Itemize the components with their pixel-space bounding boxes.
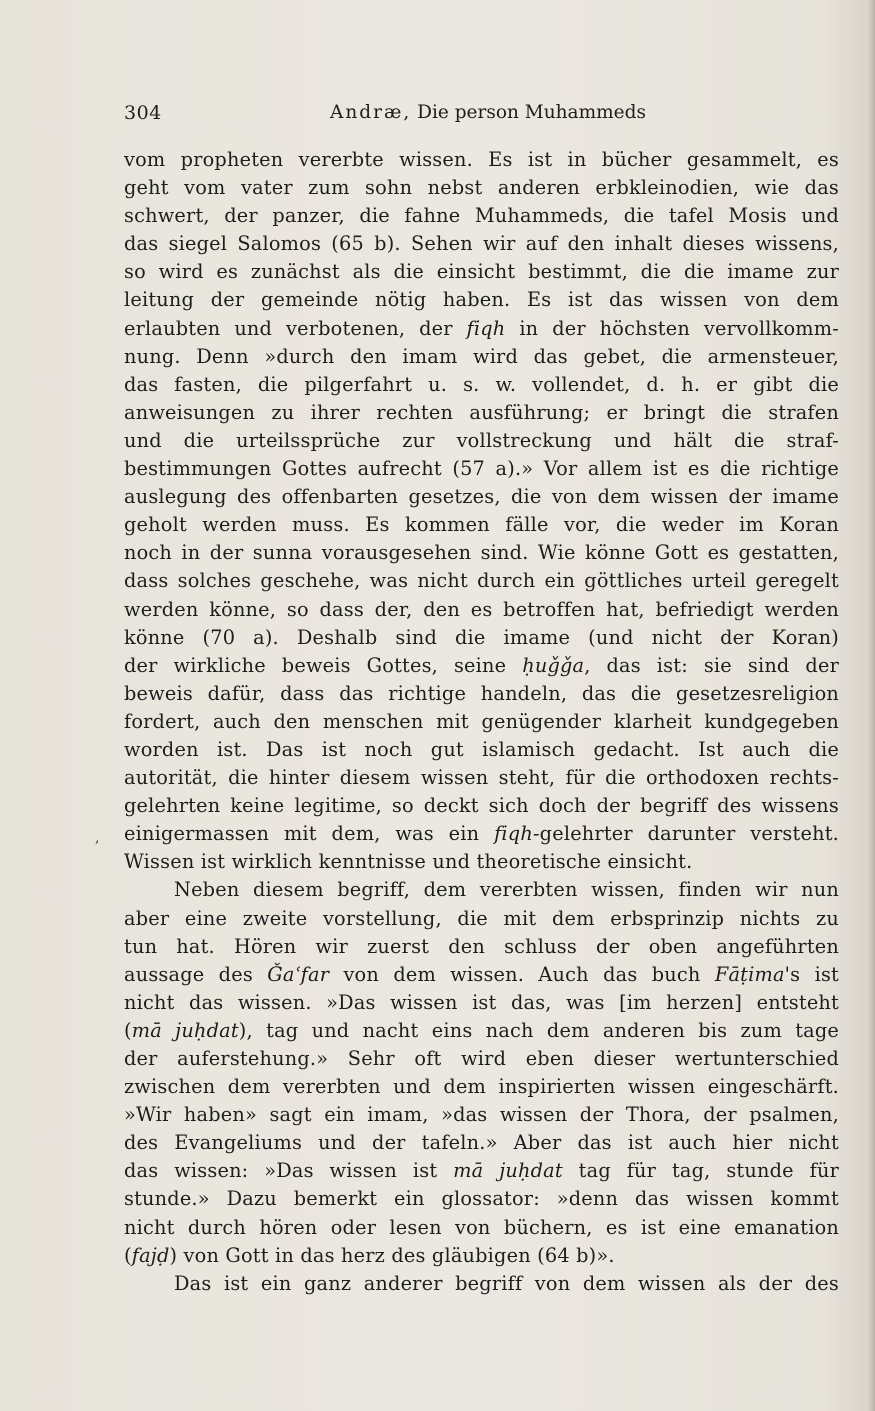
- italic-term: fiqh: [466, 316, 506, 340]
- text-line: beweis dafür, dass das richtige handeln, das die gesetzesreligion: [124, 681, 839, 705]
- text-line: noch in der sunna vorausgesehen sind. Wie könne Gott es gestatten,: [124, 541, 839, 565]
- text-line: [124, 1017, 839, 1045]
- italic-term: fiqh: [494, 822, 533, 846]
- text-span: ), tag und nacht eins nach dem anderen bis zum tage: [238, 1018, 840, 1042]
- text-line: werden könne, so dass der, den es betroffen hat, befriedigt werden: [124, 597, 839, 621]
- page-edge-shadow: [869, 0, 875, 1411]
- text-line: stunde.» Dazu bemerkt ein glossator: »denn das wissen kommt: [124, 1187, 839, 1211]
- margin-mark: ,: [95, 830, 100, 846]
- text-line: aber eine zweite vorstellung, die mit dem erbsprinzip nichts zu: [124, 906, 839, 930]
- text-line: der auferstehung.» Sehr oft wird eben dieser wertunterschied: [124, 1047, 839, 1070]
- text-span: tag für tag, stunde für: [562, 1159, 839, 1183]
- text-span: einigermassen mit dem, was ein: [124, 822, 495, 846]
- text-line: auslegung des offenbarten gesetzes, die von dem wissen der imame: [124, 485, 839, 509]
- running-head: [330, 102, 646, 123]
- body-text: [124, 146, 839, 1298]
- text-span: in der höchsten vervollkomm-: [505, 316, 839, 340]
- text-line: gelehrten keine legitime, so deckt sich doch der begriff des wissens: [124, 794, 839, 818]
- text-line: »Wir haben» sagt ein imam, »das wissen der Thora, der psalmen,: [124, 1103, 839, 1127]
- text-line: [124, 1242, 839, 1270]
- text-span: 's ist: [784, 962, 839, 986]
- text-line: tun hat. Hören wir zuerst den schluss der oben angeführten: [124, 934, 839, 958]
- text-span: aussage des: [124, 962, 268, 986]
- text-line: schwert, der panzer, die fahne Muhammeds, die tafel Mosis und: [124, 204, 839, 228]
- text-line: [124, 961, 839, 989]
- text-line: autorität, die hinter diesem wissen steht, für die orthodoxen rechts-: [124, 766, 839, 790]
- text-line: Wissen ist wirklich kenntnisse und theoretische einsicht.: [124, 850, 693, 874]
- text-line: vom propheten vererbte wissen. Es ist in bücher gesammelt, es: [124, 148, 839, 171]
- text-span: , das ist: sie sind der: [584, 653, 839, 677]
- text-span: von dem wissen. Auch das buch: [329, 962, 715, 986]
- text-line: anweisungen zu ihrer rechten ausführung; er bringt die strafen: [124, 400, 839, 424]
- text-line: [124, 820, 839, 848]
- text-span: das wissen: »Das wissen ist: [124, 1159, 454, 1183]
- text-span: der wirkliche beweis Gottes, seine: [124, 653, 523, 677]
- text-line: dass solches geschehe, was nicht durch ein göttliches urteil geregelt: [124, 569, 839, 593]
- text-line: bestimmungen Gottes aufrecht (57 a).» Vor allem ist es die richtige: [124, 457, 839, 481]
- text-line: nung. Denn »durch den imam wird das gebet, die armensteuer,: [124, 344, 839, 368]
- italic-term: mā juḥdat: [453, 1159, 563, 1183]
- running-head-author: Andræ,: [330, 102, 412, 123]
- italic-term: mā juḥdat: [131, 1018, 239, 1042]
- text-span: erlaubten und verbotenen, der: [124, 316, 467, 340]
- italic-term: ḥuǧǧa: [522, 653, 585, 677]
- text-line: [124, 315, 839, 343]
- text-span: ) von Gott in das herz des gläubigen (64 b)».: [169, 1243, 615, 1267]
- text-line: könne (70 a). Deshalb sind die imame (und nicht der Koran): [124, 625, 839, 649]
- text-line: Das ist ein ganz anderer begriff von dem wissen als der des: [174, 1271, 839, 1295]
- text-line: Neben diesem begriff, dem vererbten wissen, finden wir nun: [174, 878, 839, 902]
- text-line: geht vom vater zum sohn nebst anderen erbkleinodien, wie das: [124, 176, 839, 200]
- text-line: [124, 652, 839, 680]
- text-line: [124, 1157, 839, 1185]
- page-number: 304: [124, 102, 162, 124]
- text-span: -gelehrter darunter versteht.: [532, 822, 839, 846]
- text-line: geholt werden muss. Es kommen fälle vor, die weder im Koran: [124, 513, 839, 537]
- text-line: nicht das wissen. »Das wissen ist das, was [im herzen] entsteht: [124, 990, 839, 1014]
- text-line: nicht durch hören oder lesen von büchern, es ist eine emanation: [124, 1215, 839, 1239]
- italic-term: Ǧaʿfar: [267, 962, 330, 986]
- text-line: das siegel Salomos (65 b). Sehen wir auf den inhalt dieses wissens,: [124, 232, 839, 256]
- text-line: worden ist. Das ist noch gut islamisch gedacht. Ist auch die: [124, 737, 839, 761]
- text-span: (: [124, 1243, 132, 1267]
- text-span: (: [124, 1018, 132, 1042]
- italic-term: fajḍ: [131, 1243, 170, 1267]
- text-line: leitung der gemeinde nötig haben. Es ist das wissen von dem: [124, 288, 839, 312]
- text-line: des Evangeliums und der tafeln.» Aber das ist auch hier nicht: [124, 1131, 839, 1155]
- running-head-title: Die person Muhammeds: [417, 102, 646, 123]
- italic-term: Fāṭima: [714, 962, 785, 986]
- text-line: und die urteilssprüche zur vollstreckung und hält die straf-: [124, 428, 839, 452]
- page-header: [124, 102, 839, 132]
- text-line: so wird es zunächst als die einsicht bestimmt, die die imame zur: [124, 260, 839, 284]
- text-line: zwischen dem vererbten und dem inspirierten wissen eingeschärft.: [124, 1075, 839, 1099]
- text-line: fordert, auch den menschen mit genügender klarheit kundgegeben: [124, 709, 839, 733]
- text-line: das fasten, die pilgerfahrt u. s. w. vollendet, d. h. er gibt die: [124, 372, 839, 396]
